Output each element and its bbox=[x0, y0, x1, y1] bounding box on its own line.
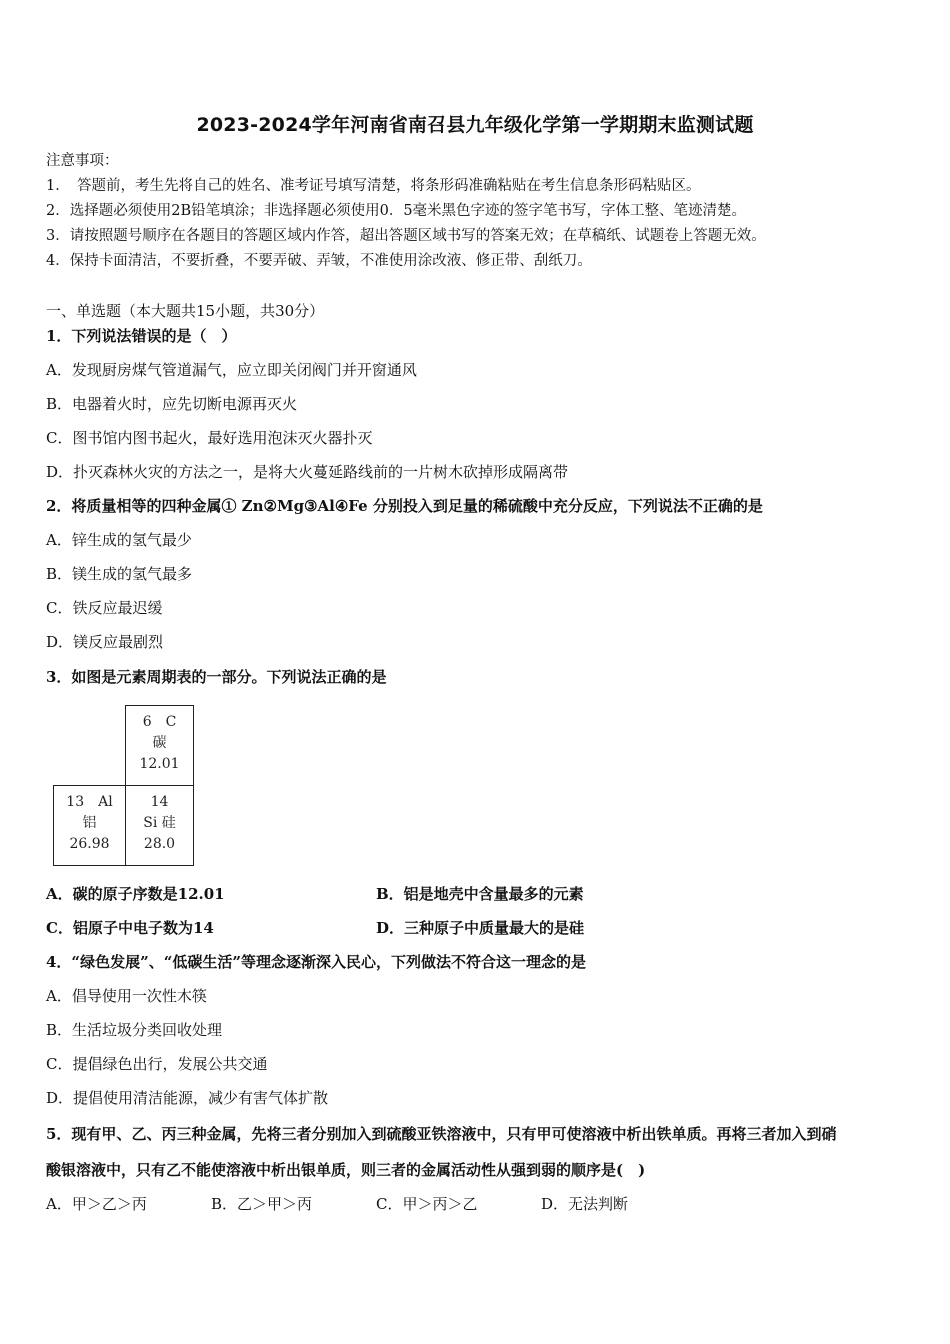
question-2-option-b: B．镁生成的氢气最多 bbox=[46, 565, 193, 583]
question-1-option-b: B．电器着火时，应先切断电源再灭火 bbox=[46, 395, 298, 413]
question-4-stem: 4．“绿色发展”、“低碳生活”等理念逐渐深入民心，下列做法不符合这一理念的是 bbox=[46, 953, 586, 971]
question-2-option-c: C．铁反应最迟缓 bbox=[46, 599, 163, 617]
question-1-option-d: D．扑灭森林火灾的方法之一，是将大火蔓延路线前的一片树木砍掉形成隔离带 bbox=[46, 463, 569, 481]
periodic-cell-silicon bbox=[125, 785, 194, 866]
question-2-stem: 2．将质量相等的四种金属① Zn②Mg③Al④Fe 分别投入到足量的稀硫酸中充分反应，下列说法不正确的是 bbox=[46, 497, 763, 515]
carbon-mass: 12.01 bbox=[139, 756, 180, 772]
question-3-option-c: C．铝原子中电子数为14 bbox=[46, 919, 214, 937]
carbon-name: 碳 bbox=[152, 735, 167, 751]
notice-item: 3．请按照题号顺序在各题目的答题区域内作答，超出答题区域书写的答案无效；在草稿纸、试题卷上答题无效。 bbox=[46, 228, 766, 244]
question-3-option-a: A．碳的原子序数是12.01 bbox=[46, 885, 225, 903]
question-5-option-c: C．甲＞丙＞乙 bbox=[376, 1195, 478, 1213]
question-5-stem-line-2: 酸银溶液中，只有乙不能使溶液中析出银单质，则三者的金属活动性从强到弱的顺序是( ) bbox=[46, 1161, 646, 1179]
question-5-option-d: D．无法判断 bbox=[541, 1195, 629, 1213]
question-4-option-d: D．提倡使用清洁能源，减少有害气体扩散 bbox=[46, 1089, 329, 1107]
question-2-option-d: D．镁反应最剧烈 bbox=[46, 633, 164, 651]
question-5-option-b: B．乙＞甲＞丙 bbox=[211, 1195, 313, 1213]
section-heading: 一、单选题（本大题共15小题，共30分） bbox=[46, 302, 325, 320]
question-3-stem: 3．如图是元素周期表的一部分。下列说法正确的是 bbox=[46, 668, 387, 686]
silicon-head: 14 bbox=[150, 794, 169, 810]
question-4-option-c: C．提倡绿色出行，发展公共交通 bbox=[46, 1055, 268, 1073]
silicon-name: Si 硅 bbox=[143, 815, 176, 831]
notice-item: 2．选择题必须使用2B铅笔填涂；非选择题必须使用0．5毫米黑色字迹的签字笔书写，字体工整、笔迹清楚。 bbox=[46, 203, 747, 219]
page-title: 2023-2024学年河南省南召县九年级化学第一学期期末监测试题 bbox=[196, 114, 754, 136]
notice-item: 4．保持卡面清洁，不要折叠，不要弄破、弄皱，不准使用涂改液、修正带、刮纸刀。 bbox=[46, 253, 592, 269]
question-1-option-c: C．图书馆内图书起火，最好选用泡沫灭火器扑灭 bbox=[46, 429, 373, 447]
question-3-option-b: B．铝是地壳中含量最多的元素 bbox=[376, 885, 584, 903]
question-3-option-d: D．三种原子中质量最大的是硅 bbox=[376, 919, 585, 937]
question-1-stem: 1．下列说法错误的是（ ） bbox=[46, 327, 237, 345]
question-4-option-a: A．倡导使用一次性木筷 bbox=[46, 987, 207, 1005]
notice-heading: 注意事项： bbox=[46, 153, 119, 169]
question-2-option-a: A．锌生成的氢气最少 bbox=[46, 531, 192, 549]
question-5-stem-line-1: 5．现有甲、乙、丙三种金属，先将三者分别加入到硫酸亚铁溶液中，只有甲可使溶液中析出铁单质。再将三者加入到硝 bbox=[46, 1125, 837, 1143]
notice-item: 1． 答题前，考生先将自己的姓名、准考证号填写清楚，将条形码准确粘贴在考生信息条形码粘贴区。 bbox=[46, 178, 701, 194]
aluminum-mass: 26.98 bbox=[69, 836, 110, 852]
silicon-mass: 28.0 bbox=[143, 836, 176, 852]
carbon-head: 6 C bbox=[142, 714, 177, 730]
periodic-cell-aluminum bbox=[53, 785, 126, 866]
aluminum-head: 13 Al bbox=[66, 794, 113, 810]
question-5-option-a: A．甲＞乙＞丙 bbox=[46, 1195, 147, 1213]
question-4-option-b: B．生活垃圾分类回收处理 bbox=[46, 1021, 223, 1039]
aluminum-name: 铝 bbox=[82, 815, 97, 831]
question-1-option-a: A．发现厨房煤气管道漏气，应立即关闭阀门并开窗通风 bbox=[46, 361, 417, 379]
periodic-cell-carbon bbox=[125, 705, 194, 786]
